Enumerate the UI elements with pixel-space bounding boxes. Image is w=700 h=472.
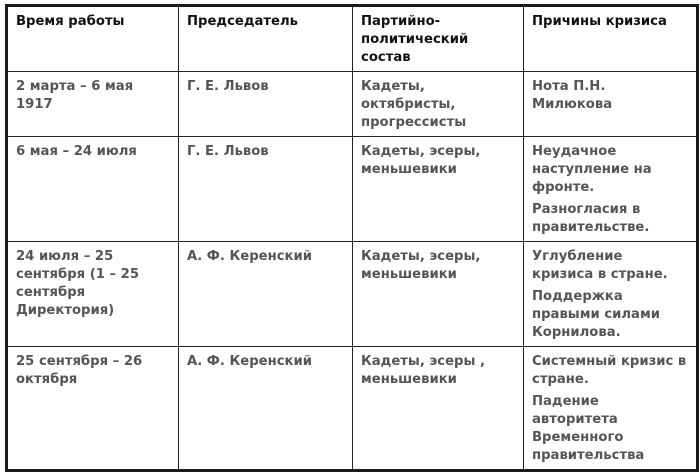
header-row	[7, 6, 698, 72]
cause-text: Неудачное наступление на фронте.	[532, 144, 652, 195]
cause-text: Разногласия в правительстве.	[532, 202, 650, 235]
cause-text: Поддержка правыми силами Корнилова.	[532, 289, 660, 340]
header-period: Время работы	[7, 6, 179, 72]
cause-text: Нота П.Н. Милюкова	[532, 79, 613, 112]
cell-period: 2 марта – 6 мая 1917	[7, 72, 179, 137]
cell-period: 25 сентября – 26 октября	[7, 347, 179, 471]
cell-causes	[524, 242, 698, 347]
cell-chairman: А. Ф. Керенский	[179, 347, 353, 471]
cause-text: Системный кризис в стране.	[532, 354, 687, 387]
header-chairman: Председатель	[179, 6, 353, 72]
table-row	[7, 72, 698, 137]
cell-period: 24 июля – 25 сентября (1 – 25 сентября Директория)	[7, 242, 179, 347]
cell-composition: Кадеты, эсеры , меньшевики	[353, 347, 524, 471]
cell-causes	[524, 137, 698, 242]
cell-chairman: А. Ф. Керенский	[179, 242, 353, 347]
cell-composition: Кадеты, эсеры, меньшевики	[353, 137, 524, 242]
cell-chairman: Г. Е. Львов	[179, 72, 353, 137]
provisional-government-table	[5, 4, 699, 472]
cell-composition: Кадеты, октябристы, прогрессисты	[353, 72, 524, 137]
cell-chairman: Г. Е. Львов	[179, 137, 353, 242]
cause-text: Углубление кризиса в стране.	[532, 249, 668, 282]
header-causes: Причины кризиса	[524, 6, 698, 72]
cause-text: Падение авторитета Временного правительства	[532, 394, 645, 463]
cell-period: 6 мая – 24 июля	[7, 137, 179, 242]
cell-composition: Кадеты, эсеры, меньшевики	[353, 242, 524, 347]
header-composition: Партийно-политический состав	[353, 6, 524, 72]
table-row	[7, 137, 698, 242]
cell-causes	[524, 72, 698, 137]
table-row	[7, 242, 698, 347]
